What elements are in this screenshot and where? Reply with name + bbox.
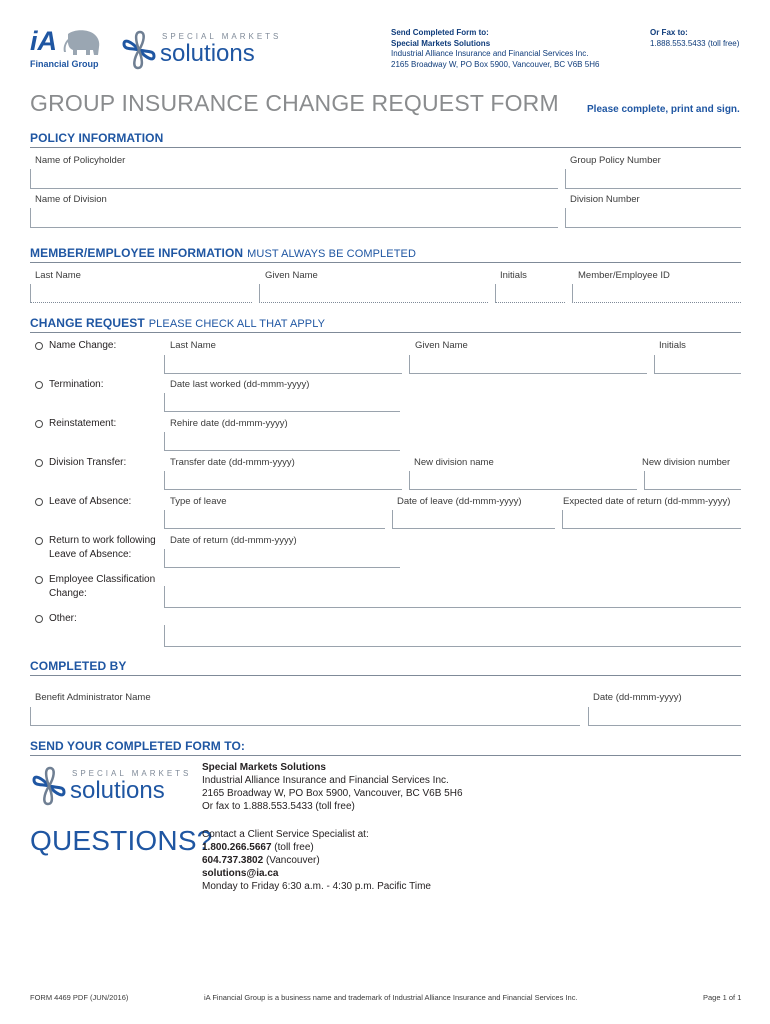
- policy-number-label: Group Policy Number: [570, 155, 661, 166]
- send-sms-logo-top: SPECIAL MARKETS: [72, 769, 192, 778]
- reinstatement-option[interactable]: [35, 417, 116, 431]
- fax-title: Or Fax to:: [650, 28, 688, 37]
- fax-number: 1.888.553.5433 (toll free): [650, 38, 740, 48]
- page-title: GROUP INSURANCE CHANGE REQUEST FORM: [30, 90, 559, 116]
- name-change-last-label: Last Name: [170, 340, 216, 351]
- policyholder-label: Name of Policyholder: [35, 155, 126, 166]
- return-work-label: [49, 534, 156, 562]
- leave-radio[interactable]: [35, 498, 43, 506]
- questions-phone1-note: (toll free): [271, 842, 314, 853]
- ia-logo-sub: Financial Group: [30, 59, 99, 69]
- classification-label-1: Employee Classification: [49, 574, 156, 585]
- member-given-name-label: Given Name: [265, 270, 318, 281]
- other-field[interactable]: [164, 625, 741, 647]
- new-division-name-label: New division name: [414, 457, 494, 468]
- member-last-name-field[interactable]: [30, 284, 252, 303]
- questions-phone1: 1.800.266.5667: [202, 842, 272, 853]
- division-transfer-option[interactable]: [35, 456, 126, 470]
- return-work-radio[interactable]: [35, 537, 43, 545]
- classification-label-2: Change:: [49, 588, 87, 599]
- member-id-field[interactable]: [572, 284, 741, 303]
- leave-type-label: Type of leave: [170, 496, 227, 507]
- other-label: Other:: [49, 613, 77, 624]
- name-change-given-field[interactable]: [409, 355, 647, 374]
- termination-label: Termination:: [49, 379, 104, 390]
- member-initials-field[interactable]: [495, 284, 565, 303]
- policy-number-field[interactable]: [565, 169, 741, 189]
- other-option[interactable]: [35, 612, 77, 626]
- return-date-label: Date of return (dd-mmm-yyyy): [170, 535, 297, 546]
- questions-block: [202, 828, 431, 893]
- send-line2: Industrial Alliance Insurance and Financial Services Inc.: [202, 775, 449, 786]
- division-label: Name of Division: [35, 194, 107, 205]
- change-heading: [30, 316, 325, 330]
- questions-phone2: 604.737.3802: [202, 855, 264, 866]
- rehire-date-field[interactable]: [164, 432, 400, 451]
- termination-date-field[interactable]: [164, 393, 400, 412]
- infinity-logo-icon: [120, 28, 158, 72]
- completed-rule: [30, 675, 741, 676]
- send-heading: SEND YOUR COMPLETED FORM TO:: [30, 739, 246, 753]
- termination-option[interactable]: [35, 378, 103, 392]
- classification-radio[interactable]: [35, 576, 43, 584]
- termination-radio[interactable]: [35, 381, 43, 389]
- leave-label: Leave of Absence:: [49, 496, 132, 507]
- division-transfer-label: Division Transfer:: [49, 457, 127, 468]
- transfer-date-field[interactable]: [164, 471, 402, 490]
- member-subheading: MUST ALWAYS BE COMPLETED: [247, 248, 417, 260]
- send-line4: Or fax to 1.888.553.5433 (toll free): [202, 801, 355, 812]
- completed-heading: COMPLETED BY: [30, 659, 127, 673]
- questions-hours: Monday to Friday 6:30 a.m. - 4:30 p.m. Pacific Time: [202, 881, 431, 892]
- name-change-initials-field[interactable]: [654, 355, 741, 374]
- return-date-field[interactable]: [164, 549, 400, 568]
- member-heading-text: MEMBER/EMPLOYEE INFORMATION: [30, 246, 244, 260]
- footer-page: Page 1 of 1: [703, 993, 742, 1002]
- classification-option[interactable]: [35, 573, 155, 601]
- reinstatement-radio[interactable]: [35, 420, 43, 428]
- name-change-radio[interactable]: [35, 342, 43, 350]
- termination-date-label: Date last worked (dd-mmm-yyyy): [170, 379, 310, 390]
- transfer-date-label: Transfer date (dd-mmm-yyyy): [170, 457, 295, 468]
- questions-line1: Contact a Client Service Specialist at:: [202, 829, 369, 840]
- new-division-name-field[interactable]: [409, 471, 637, 490]
- new-division-number-field[interactable]: [644, 471, 741, 490]
- name-change-label: Name Change:: [49, 340, 117, 351]
- name-change-initials-label: Initials: [659, 340, 686, 351]
- return-work-option[interactable]: [35, 534, 156, 562]
- send-to-title: Send Completed Form to:: [391, 28, 489, 37]
- send-to-block: [391, 28, 599, 70]
- change-rule: [30, 332, 741, 333]
- questions-heading: QUESTIONS?: [30, 825, 213, 856]
- questions-phone2-note: (Vancouver): [263, 855, 320, 866]
- leave-return-label: Expected date of return (dd-mmm-yyyy): [563, 496, 731, 507]
- leave-date-field[interactable]: [392, 510, 555, 529]
- leave-date-label: Date of leave (dd-mmm-yyyy): [397, 496, 522, 507]
- policy-rule: [30, 147, 741, 148]
- member-heading: [30, 246, 416, 260]
- fax-block: [650, 28, 739, 49]
- sms-logo: [120, 28, 282, 74]
- questions-email[interactable]: solutions@ia.ca: [202, 868, 279, 879]
- sms-logo-top: SPECIAL MARKETS: [162, 32, 282, 41]
- sms-logo-main: solutions: [160, 40, 255, 67]
- classification-label: [49, 573, 155, 601]
- ia-logo-text: iA: [30, 26, 57, 56]
- instruction-text: Please complete, print and sign.: [587, 104, 740, 115]
- send-address-block: [202, 761, 463, 813]
- ia-logo: [30, 28, 105, 72]
- send-line1: Special Markets Solutions: [202, 762, 326, 773]
- send-infinity-logo-icon: [30, 764, 68, 808]
- send-to-line3: 2165 Broadway W, PO Box 5900, Vancouver, BC V6B 5H6: [391, 59, 600, 69]
- send-sms-logo: [30, 764, 192, 810]
- footer-trademark: iA Financial Group is a business name and trademark of Industrial Alliance Insurance and Financial Services Inc.: [204, 993, 578, 1002]
- change-subheading: PLEASE CHECK ALL THAT APPLY: [148, 318, 326, 330]
- name-change-option[interactable]: [35, 339, 116, 353]
- completed-date-label: Date (dd-mmm-yyyy): [593, 692, 682, 703]
- admin-name-field[interactable]: [30, 707, 580, 726]
- member-rule: [30, 262, 741, 263]
- classification-field[interactable]: [164, 586, 741, 608]
- member-id-label: Member/Employee ID: [578, 270, 670, 281]
- send-sms-logo-main: solutions: [70, 777, 165, 804]
- member-initials-label: Initials: [500, 270, 527, 281]
- return-work-label-1: Return to work following: [49, 535, 156, 546]
- send-line3: 2165 Broadway W, PO Box 5900, Vancouver, BC V6B 5H6: [202, 788, 463, 799]
- member-last-name-label: Last Name: [35, 270, 81, 281]
- send-to-line2: Industrial Alliance Insurance and Financial Services Inc.: [391, 49, 589, 58]
- send-rule: [30, 755, 741, 756]
- division-transfer-radio[interactable]: [35, 459, 43, 467]
- admin-name-label: Benefit Administrator Name: [35, 692, 151, 703]
- division-field[interactable]: [30, 208, 558, 228]
- completed-date-field[interactable]: [588, 707, 741, 726]
- name-change-given-label: Given Name: [415, 340, 468, 351]
- reinstatement-label: Reinstatement:: [49, 418, 117, 429]
- rehire-date-label: Rehire date (dd-mmm-yyyy): [170, 418, 288, 429]
- member-given-name-field[interactable]: [259, 284, 488, 303]
- leave-type-field[interactable]: [164, 510, 385, 529]
- footer-form-id: FORM 4469 PDF (JUN/2016): [30, 993, 129, 1002]
- return-work-label-2: Leave of Absence:: [49, 549, 132, 560]
- division-number-field[interactable]: [565, 208, 741, 228]
- leave-option[interactable]: [35, 495, 131, 509]
- name-change-last-field[interactable]: [164, 355, 402, 374]
- new-division-number-label: New division number: [642, 457, 731, 468]
- policy-heading: POLICY INFORMATION: [30, 131, 164, 145]
- change-heading-text: CHANGE REQUEST: [30, 316, 145, 330]
- policyholder-field[interactable]: [30, 169, 558, 189]
- leave-return-field[interactable]: [562, 510, 741, 529]
- other-radio[interactable]: [35, 615, 43, 623]
- division-number-label: Division Number: [570, 194, 640, 205]
- send-to-line1: Special Markets Solutions: [391, 38, 491, 48]
